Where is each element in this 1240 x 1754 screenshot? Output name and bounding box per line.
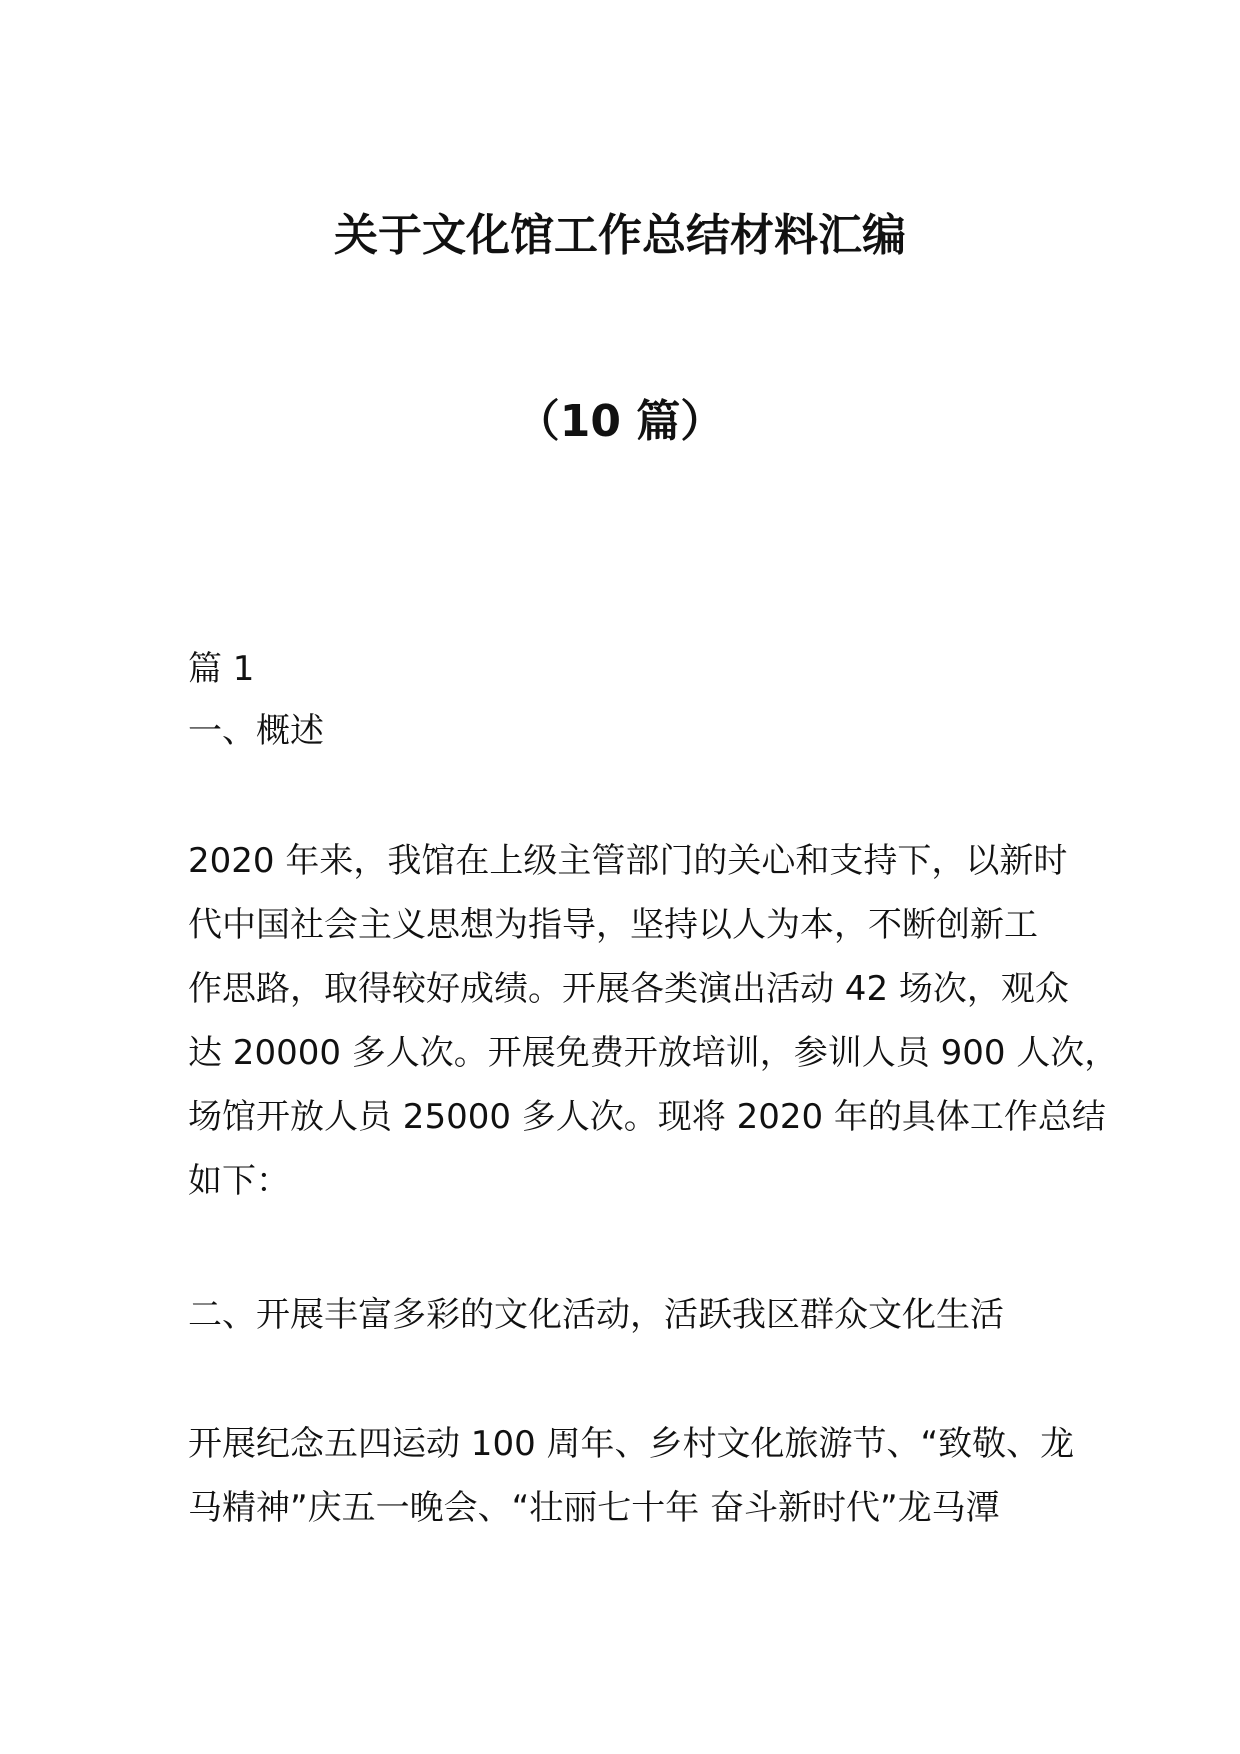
paragraph-line: 作思路，取得较好成绩。开展各类演出活动 42 场次，观众: [188, 969, 1069, 1009]
document-title: 关于文化馆工作总结材料汇编: [334, 210, 906, 261]
paragraph-line: 马精神”庆五一晚会、“壮丽七十年 奋斗新时代”龙马潭: [188, 1488, 1000, 1528]
paragraph-line: 开展纪念五四运动 100 周年、乡村文化旅游节、“致敬、龙: [188, 1424, 1075, 1464]
paragraph-line: 代中国社会主义思想为指导，坚持以人为本，不断创新工: [188, 905, 1038, 945]
paragraph-activities: [188, 1412, 1075, 1540]
paragraph-line: 2020 年来，我馆在上级主管部门的关心和支持下，以新时: [188, 841, 1068, 881]
paragraph-line: 场馆开放人员 25000 多人次。现将 2020 年的具体工作总结: [188, 1097, 1106, 1137]
paragraph-line: 如下：: [188, 1161, 290, 1201]
paragraph-overview: [188, 829, 1119, 1213]
document-subtitle: （10 篇）: [515, 396, 725, 447]
section-heading-activities: 二、开展丰富多彩的文化活动，活跃我区群众文化生活: [188, 1295, 1004, 1335]
paragraph-line: 达 20000 多人次。开展免费开放培训，参训人员 900 人次，: [188, 1033, 1119, 1073]
section-heading-overview: 一、概述: [188, 711, 324, 751]
section-label: 篇 1: [188, 649, 255, 689]
